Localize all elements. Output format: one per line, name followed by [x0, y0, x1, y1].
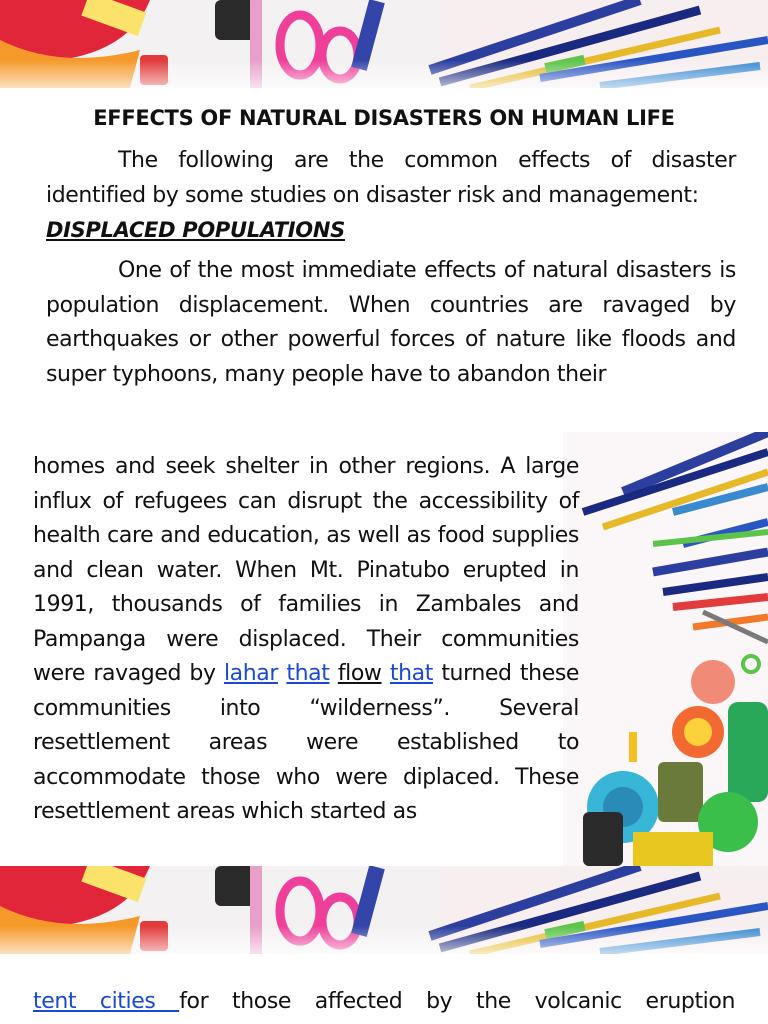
final-paragraph-text: for those affected by the volcanic eruption [179, 989, 735, 1014]
that-link-2[interactable]: that [389, 661, 433, 686]
final-paragraph [33, 985, 735, 1020]
tent-cities-link[interactable]: tent cities [33, 989, 180, 1014]
flow-underlined-word: flow [337, 661, 382, 686]
page-1 [0, 0, 768, 432]
document-title: EFFECTS OF NATURAL DISASTERS ON HUMAN LIFE [93, 106, 675, 130]
paragraph-text-start: homes and seek shelter in other regions. A large influx of refugees can disrupt the accessibility of health care and education, as well as food supplies and clean water. When Mt. Pinatubo erupted in 1991, thousands of families in Zambales and Pampanga were displaced. Their communities were ravaged by [33, 454, 579, 686]
school-supplies-side-art [563, 432, 768, 866]
section-heading: DISPLACED POPULATIONS [46, 218, 345, 242]
paragraph-text-end: turned these communities into “wilderness”. Several resettlement areas were established to accommodate those who were diplaced. These resettlement areas which started as [33, 661, 580, 824]
page-3 [0, 866, 768, 1024]
that-link-1[interactable]: that [286, 661, 330, 686]
lahar-link[interactable]: lahar [223, 661, 279, 686]
body-paragraph: One of the most immediate effects of natural disasters is population displacement. When countries are ravaged by earthquakes or other powerful forces of nature like floods and super typhoons, many people have to abandon their [46, 258, 736, 387]
page-2 [0, 432, 768, 866]
intro-paragraph: The following are the common effects of disaster identified by some studies on disaster risk and management: [46, 148, 736, 208]
banner-fade-2 [0, 926, 768, 966]
banner-fade [0, 60, 768, 100]
continued-paragraph [33, 450, 579, 830]
